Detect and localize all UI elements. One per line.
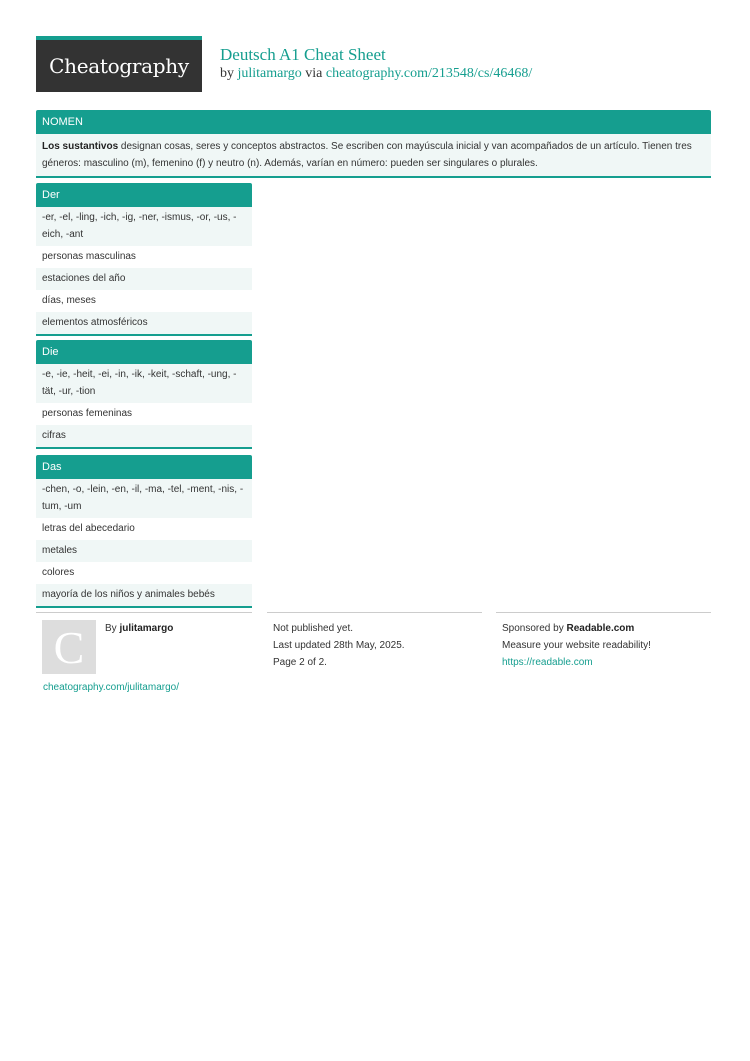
footer-page-number: Page 2 of 2. xyxy=(273,657,327,668)
list-item: cifras xyxy=(36,425,252,447)
cheatography-logo[interactable] xyxy=(36,36,202,92)
sponsor-name[interactable]: Readable.com xyxy=(566,623,635,634)
footer-by: By xyxy=(105,623,117,634)
byline-by: by xyxy=(220,66,234,81)
footer-author-name[interactable]: julitamargo xyxy=(119,623,174,634)
list-item: -chen, -o, -lein, -en, -il, -ma, -tel, -ment, -nis, -tum, -um xyxy=(36,479,252,518)
sponsor-prefix: Sponsored by xyxy=(502,623,564,634)
footer-author xyxy=(105,620,173,637)
section-nomen xyxy=(36,110,711,178)
section-heading-die: Die xyxy=(36,340,252,364)
byline-via: via xyxy=(305,66,323,81)
footer-published: Not published yet. xyxy=(273,623,354,634)
nomen-description xyxy=(36,134,711,176)
footer-divider xyxy=(267,612,482,613)
list-item: letras del abecedario xyxy=(42,523,135,534)
section-der xyxy=(36,183,252,336)
footer-sponsor xyxy=(502,620,634,637)
section-heading-der: Der xyxy=(36,183,252,207)
sheet-url-link[interactable]: cheatography.com/213548/cs/46468/ xyxy=(325,66,533,81)
list-item: personas femeninas xyxy=(42,408,133,419)
list-item: personas masculinas xyxy=(42,251,136,262)
list-item: colores xyxy=(42,567,75,578)
footer-divider xyxy=(496,612,711,613)
byline xyxy=(220,66,532,82)
nomen-text: designan cosas, seres y conceptos abstractos. Se escriben con mayúscula inicial y van acompañados de un artículo. Tienen tres géneros: masculino (m), femenino (f) y neutro (n). Además, varían en número: pueden ser singulares o plurales. xyxy=(42,141,692,169)
avatar-letter: C xyxy=(53,621,85,673)
footer-author-link[interactable]: cheatography.com/julitamargo/ xyxy=(43,682,179,693)
list-item: elementos atmosféricos xyxy=(36,312,252,334)
list-item: mayoría de los niños y animales bebés xyxy=(36,584,252,606)
section-die xyxy=(36,340,252,449)
list-item: días, meses xyxy=(42,295,96,306)
section-das xyxy=(36,455,252,608)
author-avatar[interactable] xyxy=(42,620,96,674)
list-item: -er, -el, -ling, -ich, -ig, -ner, -ismus, -or, -us, -eich, -ant xyxy=(36,207,252,246)
logo-text: Cheatography xyxy=(49,54,189,78)
section-heading-nomen: NOMEN xyxy=(36,110,711,134)
section-heading-das: Das xyxy=(36,455,252,479)
nomen-bold-lead: Los sustantivos xyxy=(42,141,119,152)
list-item: metales xyxy=(36,540,252,562)
author-link[interactable]: julitamargo xyxy=(237,66,302,81)
sheet-title: Deutsch A1 Cheat Sheet xyxy=(220,45,386,64)
footer-updated: Last updated 28th May, 2025. xyxy=(273,640,405,651)
sponsor-tagline: Measure your website readability! xyxy=(502,640,651,651)
list-item: -e, -ie, -heit, -ei, -in, -ik, -keit, -schaft, -ung, -tät, -ur, -tion xyxy=(36,364,252,403)
list-item: estaciones del año xyxy=(36,268,252,290)
footer-divider xyxy=(36,612,252,613)
sponsor-url-link[interactable]: https://readable.com xyxy=(502,657,593,668)
